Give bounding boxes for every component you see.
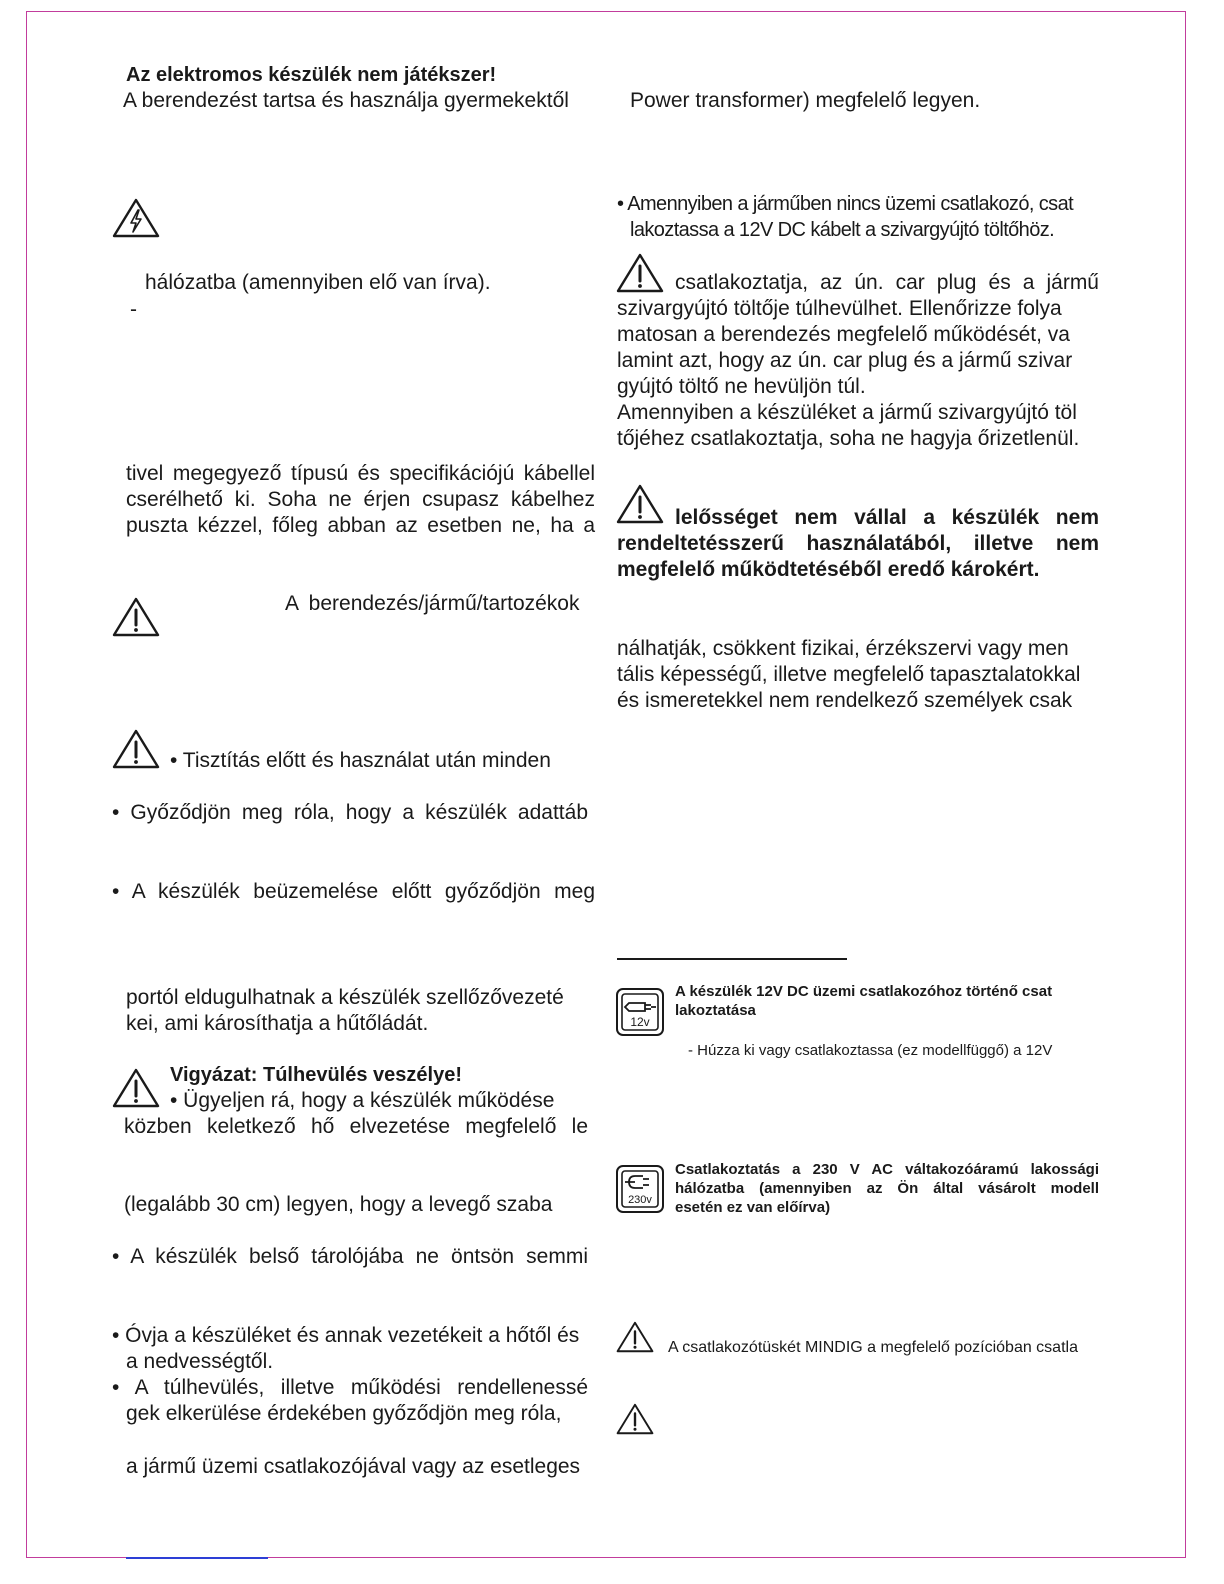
text-line: • Amennyiben a járműben nincs üzemi csatlakozó, csat bbox=[617, 193, 1074, 215]
text-line: • A készülék beüzemelése előtt győződjön meg bbox=[112, 880, 595, 903]
text-line: matosan a berendezés megfelelő működését, va bbox=[617, 323, 1070, 346]
mains-plug-230v-icon bbox=[615, 1164, 665, 1214]
text-line: puszta kézzel, főleg abban az esetben ne, ha a bbox=[126, 514, 595, 537]
text-line: - Húzza ki vagy csatlakoztassa (ez modellfüggő) a 12V bbox=[688, 1042, 1053, 1059]
text-line-bold: Csatlakoztatás a 230 V AC váltakozóáramú lakossági bbox=[675, 1161, 1099, 1178]
text-line: tivel megegyező típusú és specifikációjú kábellel bbox=[126, 462, 595, 485]
warning-icon bbox=[616, 1402, 654, 1436]
text-line: Amennyiben a készüléket a jármű szivargyújtó töl bbox=[617, 401, 1077, 424]
text-line: tális képességű, illetve megfelelő tapasztalatokkal bbox=[617, 663, 1081, 686]
text-line: A berendezés/jármű/tartozékok bbox=[285, 592, 580, 615]
text-line: gek elkerülése érdekében győződjön meg róla, bbox=[126, 1402, 562, 1425]
text-line: gyújtó töltő ne hevüljön túl. bbox=[617, 375, 866, 398]
text-line: cserélhető ki. Soha ne érjen csupasz kábelhez bbox=[126, 488, 595, 511]
heading-overheating: Vigyázat: Túlhevülés veszélye! bbox=[170, 1064, 462, 1086]
warning-icon bbox=[112, 728, 160, 770]
text-line: lamint azt, hogy az ún. car plug és a jármű szivar bbox=[617, 349, 1073, 372]
plug-230v-label: 230v bbox=[628, 1194, 652, 1206]
text-line-bold: lelősséget nem vállal a készülék nem bbox=[675, 506, 1099, 529]
text-line: A berendezést tartsa és használja gyermekektől bbox=[123, 89, 569, 112]
electric-shock-warning-icon bbox=[112, 197, 160, 239]
car-plug-12v-icon bbox=[615, 987, 665, 1037]
text-line-bold: hálózatba (amennyiben az Ön által vásárolt modell bbox=[675, 1180, 1099, 1197]
text-line-bold: lakoztatása bbox=[675, 1002, 756, 1019]
text-line: Power transformer) megfelelő legyen. bbox=[630, 89, 981, 112]
text-line-bold: A készülék 12V DC üzemi csatlakozóhoz történő csat bbox=[675, 983, 1053, 1000]
plug-12v-label: 12v bbox=[630, 1015, 650, 1029]
text-line: a jármű üzemi csatlakozójával vagy az esetleges bbox=[126, 1455, 581, 1478]
text-line-bold: megfelelő működtetéséből eredő károkért. bbox=[617, 558, 1040, 581]
warning-icon bbox=[616, 1320, 654, 1354]
text-line: - bbox=[130, 298, 137, 321]
text-line: és ismeretekkel nem rendelkező személyek csak bbox=[617, 689, 1073, 712]
text-line: közben keletkező hő elvezetése megfelelő le bbox=[124, 1115, 588, 1138]
text-line: • A túlhevülés, illetve működési rendellenessé bbox=[112, 1376, 588, 1399]
section-divider bbox=[617, 958, 847, 960]
warning-icon bbox=[616, 252, 664, 294]
text-line: • Óvja a készüléket és annak vezetékeit a hőtől és bbox=[112, 1324, 580, 1347]
warning-icon bbox=[616, 483, 664, 525]
text-line: portól eldugulhatnak a készülék szellőzővezeté bbox=[126, 986, 564, 1009]
text-line: A csatlakozótüskét MINDIG a megfelelő pozícióban csatla bbox=[668, 1339, 1078, 1356]
text-line: nálhatják, csökkent fizikai, érzékszervi vagy men bbox=[617, 637, 1069, 660]
text-line: tőjéhez csatlakoztatja, soha ne hagyja őrizetlenül. bbox=[617, 427, 1080, 450]
heading-not-a-toy: Az elektromos készülék nem játékszer! bbox=[126, 64, 497, 86]
text-line: a nedvességtől. bbox=[126, 1350, 274, 1373]
text-line: lakoztassa a 12V DC kábelt a szivargyújtó töltőhöz. bbox=[630, 219, 1055, 241]
text-line-bold: esetén ez van előírva) bbox=[675, 1199, 831, 1216]
text-line: • Ügyeljen rá, hogy a készülék működése bbox=[170, 1089, 555, 1112]
text-line: (legalább 30 cm) legyen, hogy a levegő szaba bbox=[124, 1193, 553, 1216]
text-line: csatlakoztatja, az ún. car plug és a jármű bbox=[675, 271, 1099, 294]
warning-icon bbox=[112, 596, 160, 638]
text-line: • A készülék belső tárolójába ne öntsön semmi bbox=[112, 1245, 588, 1268]
bottom-accent-line bbox=[126, 1557, 268, 1559]
warning-icon bbox=[112, 1067, 160, 1109]
text-line: • Tisztítás előtt és használat után minden bbox=[170, 749, 551, 772]
text-line: hálózatba (amennyiben elő van írva). bbox=[145, 271, 491, 294]
text-line: szivargyújtó töltője túlhevülhet. Ellenőrizze folya bbox=[617, 297, 1062, 320]
text-line: kei, ami károsíthatja a hűtőládát. bbox=[126, 1012, 429, 1035]
text-line-bold: rendeltetésszerű használatából, illetve nem bbox=[617, 532, 1099, 555]
text-line: • Győződjön meg róla, hogy a készülék adattáb bbox=[112, 801, 588, 824]
